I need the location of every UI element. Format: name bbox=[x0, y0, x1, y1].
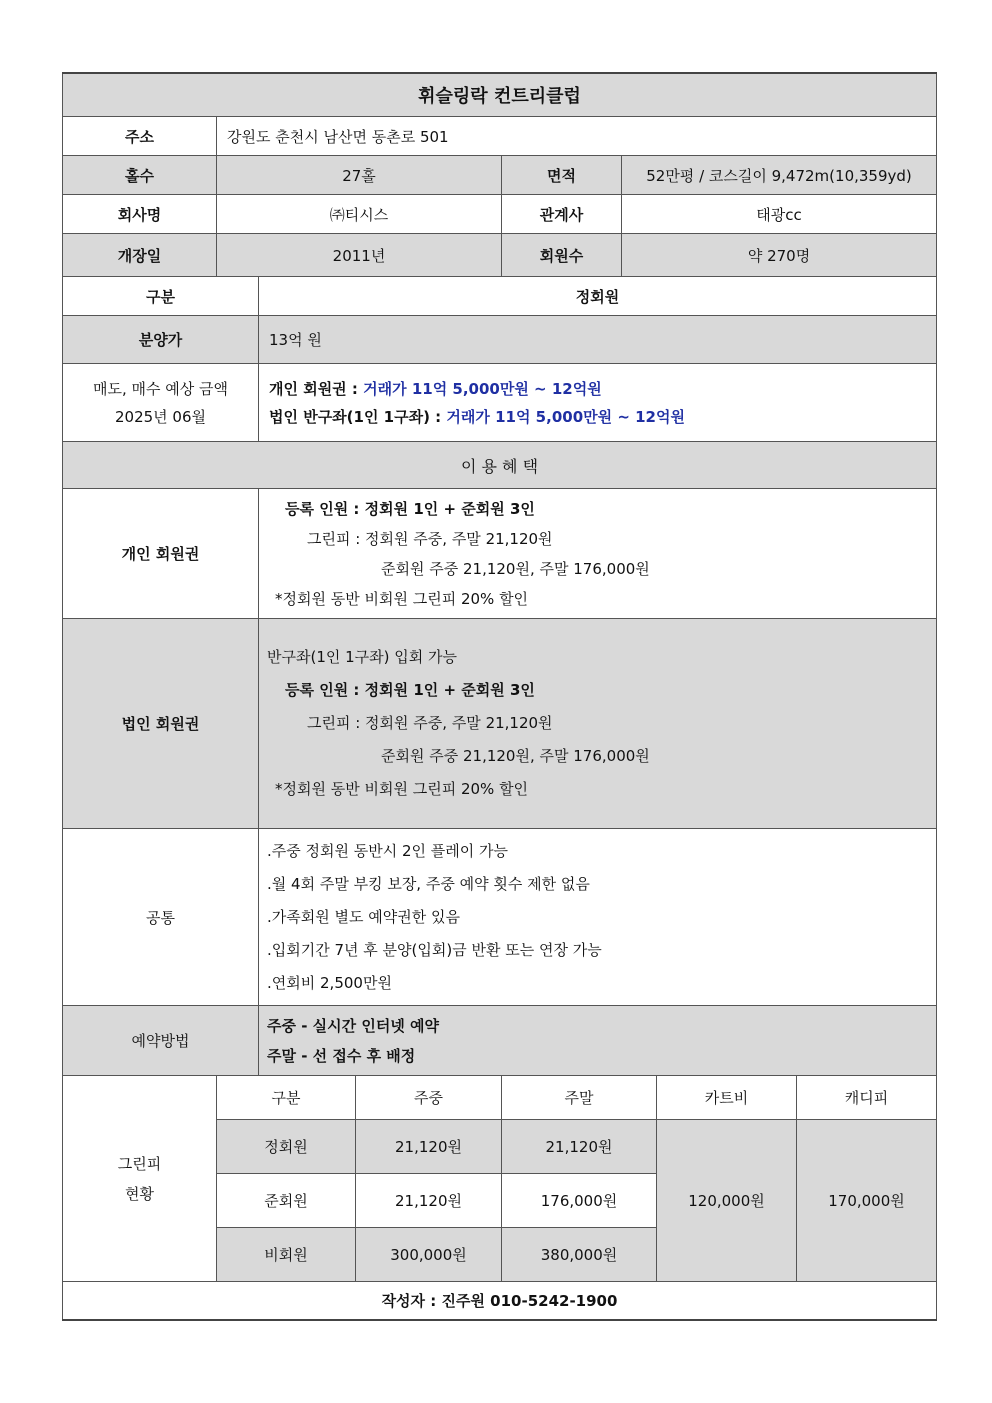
holes-label: 홀수 bbox=[63, 156, 217, 195]
affiliate-value: 태광cc bbox=[622, 195, 937, 234]
greenfee-row-nonmember-type: 비회원 bbox=[217, 1228, 356, 1282]
personal-line-greenfee-regular: 그린피 : 정회원 주중, 주말 21,120원 bbox=[307, 529, 553, 548]
trade-personal bbox=[269, 375, 936, 403]
personal-label: 개인 회원권 bbox=[63, 489, 259, 619]
greenfee-label bbox=[63, 1076, 217, 1282]
corporate-line-discount: *정회원 동반 비회원 그린피 20% 할인 bbox=[275, 780, 529, 798]
reservation-details bbox=[259, 1006, 937, 1076]
trade-label-line2: 2025년 06월 bbox=[114, 407, 206, 426]
greenfee-row-associate-weekday: 21,120원 bbox=[356, 1174, 502, 1228]
corporate-label: 법인 회원권 bbox=[63, 619, 259, 829]
greenfee-header-weekday: 주중 bbox=[356, 1076, 502, 1120]
company-value: ㈜티시스 bbox=[217, 195, 502, 234]
sale-price-label: 분양가 bbox=[63, 316, 259, 364]
corporate-line-half-account: 반구좌(1인 1구좌) 입회 가능 bbox=[267, 648, 457, 666]
greenfee-cart-fee: 120,000원 bbox=[657, 1120, 797, 1282]
members-label: 회원수 bbox=[502, 234, 622, 277]
sale-price-value: 13억 원 bbox=[259, 316, 937, 364]
corporate-details bbox=[259, 619, 937, 829]
trade-values bbox=[259, 364, 937, 442]
greenfee-row-regular-weekend: 21,120원 bbox=[502, 1120, 657, 1174]
greenfee-label-line1: 그린피 bbox=[117, 1154, 162, 1173]
trade-label-line1: 매도, 매수 예상 금액 bbox=[93, 379, 228, 398]
trade-corporate-prefix: 법인 반구좌(1인 1구좌) : bbox=[269, 407, 447, 426]
company-label: 회사명 bbox=[63, 195, 217, 234]
greenfee-label-line2: 현황 bbox=[125, 1184, 154, 1203]
area-value: 52만평 / 코스길이 9,472m(10,359yd) bbox=[622, 156, 937, 195]
author-line: 작성자 : 진주원 010-5242-1900 bbox=[63, 1282, 937, 1320]
greenfee-header-caddie: 캐디피 bbox=[797, 1076, 937, 1120]
reservation-line-weekend: 주말 - 선 접수 후 배정 bbox=[267, 1046, 416, 1065]
area-label: 면적 bbox=[502, 156, 622, 195]
corporate-line-greenfee-regular: 그린피 : 정회원 주중, 주말 21,120원 bbox=[307, 714, 553, 732]
opening-value: 2011년 bbox=[217, 234, 502, 277]
corporate-line-registration: 등록 인원 : 정회원 1인 + 준회원 3인 bbox=[285, 681, 535, 699]
greenfee-row-nonmember-weekend: 380,000원 bbox=[502, 1228, 657, 1282]
personal-line-registration: 등록 인원 : 정회원 1인 + 준회원 3인 bbox=[285, 499, 535, 518]
reservation-label: 예약방법 bbox=[63, 1006, 259, 1076]
details-table bbox=[62, 276, 937, 1076]
trade-corporate-value: 거래가 11억 5,000만원 ~ 12억원 bbox=[446, 407, 685, 426]
trade-personal-prefix: 개인 회원권 : bbox=[269, 379, 364, 398]
greenfee-header-cart: 카트비 bbox=[657, 1076, 797, 1120]
page-title: 휘슬링락 컨트리클럽 bbox=[63, 73, 937, 117]
opening-label: 개장일 bbox=[63, 234, 217, 277]
members-value: 약 270명 bbox=[622, 234, 937, 277]
info-table bbox=[62, 72, 937, 277]
common-details bbox=[259, 829, 937, 1006]
category-value: 정회원 bbox=[259, 277, 937, 316]
personal-line-discount: *정회원 동반 비회원 그린피 20% 할인 bbox=[275, 589, 529, 608]
category-label: 구분 bbox=[63, 277, 259, 316]
common-label: 공통 bbox=[63, 829, 259, 1006]
greenfee-row-regular-type: 정회원 bbox=[217, 1120, 356, 1174]
trade-corporate bbox=[269, 403, 936, 431]
common-line-5: .연회비 2,500만원 bbox=[267, 973, 392, 992]
common-line-4: .입회기간 7년 후 분양(입회)금 반환 또는 연장 가능 bbox=[267, 940, 602, 959]
greenfee-row-associate-weekend: 176,000원 bbox=[502, 1174, 657, 1228]
greenfee-header-category: 구분 bbox=[217, 1076, 356, 1120]
holes-value: 27홀 bbox=[217, 156, 502, 195]
common-line-1: .주중 정회원 동반시 2인 플레이 가능 bbox=[267, 841, 509, 860]
trade-personal-value: 거래가 11억 5,000만원 ~ 12억원 bbox=[363, 379, 602, 398]
membership-info-sheet bbox=[62, 72, 936, 1321]
address-label: 주소 bbox=[63, 117, 217, 156]
greenfee-header-weekend: 주말 bbox=[502, 1076, 657, 1120]
personal-line-greenfee-associate: 준회원 주중 21,120원, 주말 176,000원 bbox=[381, 559, 650, 578]
trade-label bbox=[63, 364, 259, 442]
greenfee-row-regular-weekday: 21,120원 bbox=[356, 1120, 502, 1174]
greenfee-row-associate-type: 준회원 bbox=[217, 1174, 356, 1228]
address-value: 강원도 춘천시 남산면 동촌로 501 bbox=[217, 117, 937, 156]
reservation-line-weekday: 주중 - 실시간 인터넷 예약 bbox=[267, 1016, 440, 1035]
corporate-line-greenfee-associate: 준회원 주중 21,120원, 주말 176,000원 bbox=[381, 747, 650, 765]
benefits-header: 이 용 혜 택 bbox=[63, 442, 937, 489]
greenfee-table bbox=[62, 1075, 937, 1321]
common-line-2: .월 4회 주말 부킹 보장, 주중 예약 횟수 제한 없음 bbox=[267, 874, 590, 893]
affiliate-label: 관계사 bbox=[502, 195, 622, 234]
common-line-3: .가족회원 별도 예약권한 있음 bbox=[267, 907, 460, 926]
personal-details bbox=[259, 489, 937, 619]
greenfee-caddie-fee: 170,000원 bbox=[797, 1120, 937, 1282]
greenfee-row-nonmember-weekday: 300,000원 bbox=[356, 1228, 502, 1282]
